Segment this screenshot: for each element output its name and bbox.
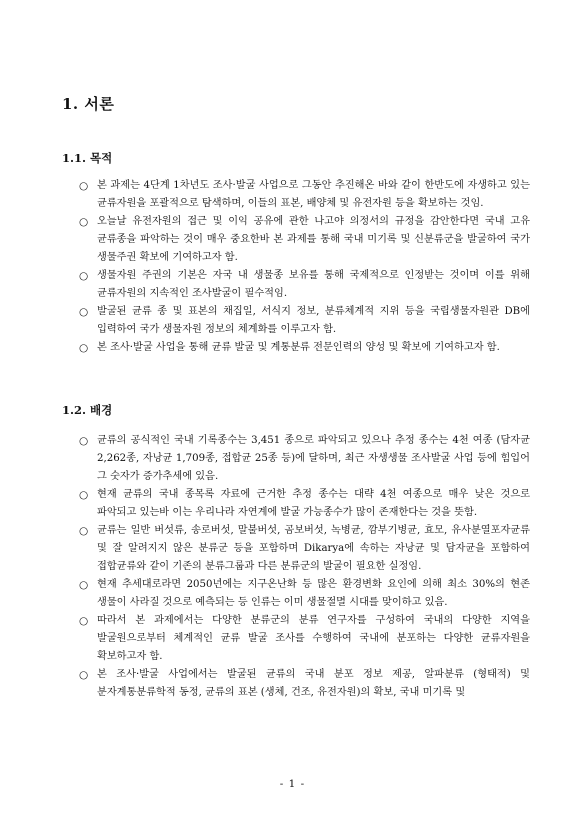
bullet-text: 본 조사·발굴 사업을 통해 균류 발굴 및 계통분류 전문인력의 양성 및 확보에 기여하고자 함.: [97, 342, 500, 353]
section-title-background: 1.2. 배경: [62, 403, 113, 417]
chapter-heading: 1. 서론: [62, 95, 115, 113]
bullet-circle-icon: ○: [79, 435, 89, 447]
list-item: [78, 432, 530, 486]
list-item: [78, 522, 530, 576]
bullet-text: 발굴된 균류 종 및 표본의 채집일, 서식지 정보, 분류체계적 지위 등을 국립생물자원관 DB에 입력하여 국가 생물자원 정보의 체계화를 이루고자 함.: [97, 306, 530, 335]
page-number: - 1 -: [279, 778, 306, 790]
list-item: [78, 486, 530, 522]
list-item: [78, 303, 530, 339]
bullet-circle-icon: ○: [79, 579, 89, 591]
bullet-circle-icon: ○: [79, 180, 89, 192]
bullet-text: 본 과제는 4단계 1차년도 조사·발굴 사업으로 그동안 추진해온 바와 같이 한반도에 자생하고 있는 균류자원을 포괄적으로 탐색하며, 이들의 표본, 배양체 및 유전자원 등을 확보하는 것임.: [97, 180, 530, 209]
list-item: [78, 339, 530, 357]
list-item: [78, 612, 530, 666]
bullet-circle-icon: ○: [79, 525, 89, 537]
bullet-text: 본 조사·발굴 사업에서는 발굴된 균류의 국내 분포 정보 제공, 알파분류 (형태적) 및 분자계통분류학적 동정, 균류의 표본 (생체, 건조, 유전자원)의 확보, 국내 미기록 및: [97, 669, 530, 698]
bullet-text: 오늘날 유전자원의 접근 및 이익 공유에 관한 나고야 의정서의 규정을 감안한다면 국내 고유 균류종을 파악하는 것이 매우 중요한바 본 과제를 통해 국내 미기록 및 신분류군을 발굴하여 국가 생물주권 확보에 기여하고자 함.: [97, 216, 530, 263]
bullet-circle-icon: ○: [79, 669, 89, 681]
bullet-circle-icon: ○: [79, 270, 89, 282]
bullet-circle-icon: ○: [79, 306, 89, 318]
list-item: [78, 213, 530, 267]
list-item: [78, 267, 530, 303]
list-item: [78, 576, 530, 612]
bullet-circle-icon: ○: [79, 489, 89, 501]
bullet-text: 현재 균류의 국내 종목록 자료에 근거한 추정 종수는 대략 4천 여종으로 매우 낮은 것으로 파악되고 있는바 이는 우리나라 자연계에 발굴 가능종수가 많이 존재한다는 것을 뜻함.: [97, 489, 530, 518]
list-item: [78, 177, 530, 213]
bullet-circle-icon: ○: [79, 615, 89, 627]
bullet-text: 생물자원 주권의 기본은 자국 내 생물종 보유를 통해 국제적으로 인정받는 것이며 이를 위해 균류자원의 지속적인 조사발굴이 필수적임.: [97, 270, 530, 299]
bullet-text: 현재 추세대로라면 2050년에는 지구온난화 등 많은 환경변화 요인에 의해 최소 30%의 현존 생물이 사라질 것으로 예측되는 등 인류는 이미 생물절멸 시대를 맞이하고 있음.: [97, 579, 530, 608]
purpose-bullet-list: [78, 177, 530, 357]
section-title-purpose: 1.1. 목적: [62, 151, 113, 165]
bullet-text: 균류는 일반 버섯류, 송로버섯, 말불버섯, 곰보버섯, 녹병균, 깜부기병균, 효모, 유사분열포자균류 및 잘 알려지지 않은 분류군 등을 포함하며 Dikarya에 속하는 자낭균 및 담자균을 포함하여 접합균류와 같이 기존의 분류그룹과 다른 분류군의 발굴이 필요한 실정임.: [97, 525, 530, 572]
bullet-circle-icon: ○: [79, 216, 89, 228]
bullet-circle-icon: ○: [79, 342, 89, 354]
background-bullet-list: [78, 432, 530, 702]
bullet-text: 따라서 본 과제에서는 다양한 분류군의 분류 연구자를 구성하여 국내의 다양한 지역을 발굴원으로부터 체계적인 균류 발굴 조사를 수행하여 국내에 분포하는 다양한 균류자원을 확보하고자 함.: [97, 615, 530, 662]
list-item: [78, 666, 530, 702]
bullet-text: 균류의 공식적인 국내 기록종수는 3,451 종으로 파악되고 있으나 추정 종수는 4천 여종 (담자균 2,262종, 자낭균 1,709종, 접합균 25종 등)에 달하며, 최근 자생생물 조사발굴 사업 등에 힘입어 그 숫자가 증가추세에 있음.: [97, 435, 530, 482]
